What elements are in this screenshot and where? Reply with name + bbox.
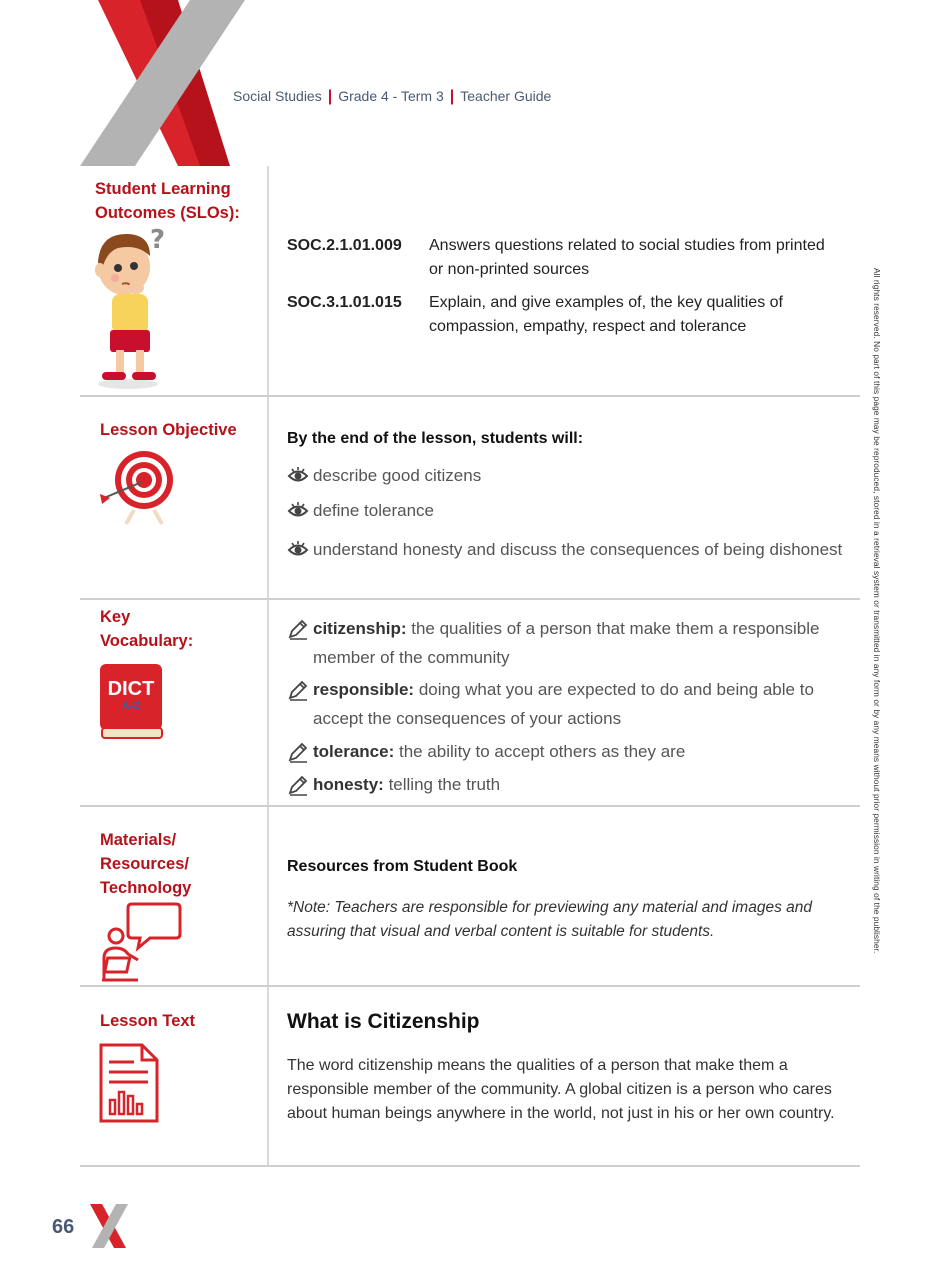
svg-text:A-Z: A-Z <box>121 700 141 712</box>
row-divider <box>80 598 860 600</box>
objective-item: understand honesty and discuss the consequences of being dishonest <box>287 537 847 563</box>
header-separator: | <box>449 88 455 105</box>
row-divider <box>80 985 860 987</box>
publisher-logo <box>80 0 250 166</box>
slo-code: SOC.2.1.01.009 <box>287 237 402 254</box>
objective-item: describe good citizens <box>287 463 847 489</box>
vocabulary-item: honesty: telling the truth <box>287 770 847 799</box>
resources-note: *Note: Teachers are responsible for previewing any material and images and assuring that visual and verbal content is suitable for students. <box>287 899 812 940</box>
vocabulary-item: responsible: doing what you are expected to do and being able to accept the consequences of your actions <box>287 675 847 733</box>
thinking-boy-icon <box>88 222 168 392</box>
objective-intro: By the end of the lesson, students will: <box>287 430 584 447</box>
row-divider <box>80 805 860 807</box>
copyright-note: All rights reserved. No part of this page may be reproduced, stored in a retrieval system or transmitted in any form or by any means without prior permission in writing of the publisher. <box>872 268 882 954</box>
page-number: 66 <box>52 1216 75 1238</box>
materials-label: Materials/ Resources/ Technology <box>100 831 192 897</box>
presenter-speech-icon <box>98 900 182 984</box>
header-grade: Grade 4 - Term 3 <box>338 88 444 104</box>
slo-text: Explain, and give examples of, the key qualities of compassion, empathy, respect and tolerance <box>429 294 783 335</box>
header-subject: Social Studies <box>233 88 322 104</box>
pencil-icon <box>287 679 309 701</box>
target-icon <box>98 450 178 526</box>
breadcrumb <box>233 88 551 106</box>
slo-item <box>287 291 847 341</box>
publisher-logo-small <box>86 1204 130 1248</box>
row-divider <box>80 1165 860 1167</box>
header-guide: Teacher Guide <box>460 88 552 104</box>
lesson-text-body: The word citizenship means the qualities of a person that make them a responsible member of the community. A global citizen is a person who cares about human beings anywhere in the world, not just in his or her own country. <box>287 1057 835 1122</box>
slo-text: Answers questions related to social studies from printed or non-printed sources <box>429 237 825 278</box>
row-divider <box>80 395 860 397</box>
column-divider <box>267 166 269 1166</box>
lesson-objective-label: Lesson Objective <box>100 421 237 439</box>
resources-title: Resources from Student Book <box>287 858 518 875</box>
eye-icon <box>287 500 309 522</box>
vocabulary-item: tolerance: the ability to accept others as they are <box>287 737 847 766</box>
objective-item: define tolerance <box>287 498 847 524</box>
eye-icon <box>287 465 309 487</box>
pencil-icon <box>287 618 309 640</box>
lesson-text-title: What is Citizenship <box>287 1010 480 1033</box>
pencil-icon <box>287 741 309 763</box>
pencil-icon <box>287 774 309 796</box>
document-chart-icon <box>98 1042 160 1124</box>
svg-text:DICT: DICT <box>107 678 155 700</box>
header-separator: | <box>327 88 333 105</box>
lesson-text-label: Lesson Text <box>100 1012 196 1030</box>
slo-code: SOC.3.1.01.015 <box>287 294 402 311</box>
slo-item <box>287 234 847 284</box>
dictionary-icon <box>98 662 164 740</box>
key-vocabulary-label: Key Vocabulary: <box>100 608 194 650</box>
svg-text:?: ? <box>150 225 166 255</box>
eye-icon <box>287 539 309 561</box>
slo-label: Student Learning Outcomes (SLOs): <box>95 180 240 222</box>
vocabulary-item: citizenship: the qualities of a person that make them a responsible member of the community <box>287 614 847 672</box>
